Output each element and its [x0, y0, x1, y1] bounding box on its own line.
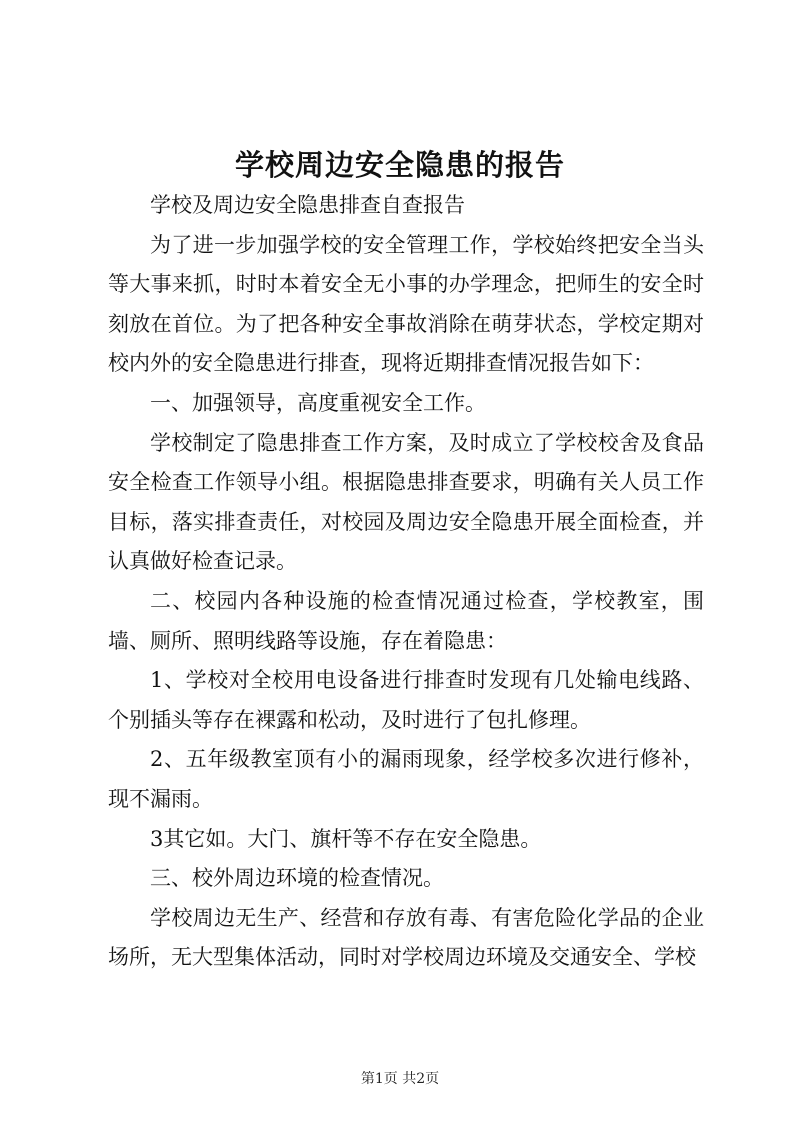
paragraph-intro: 为了进一步加强学校的安全管理工作，学校始终把安全当头等大事来抓，时时本着安全无小事的办学理念，把师生的安全时刻放在首位。为了把各种安全事故消除在萌芽状态，学校定期对校内外的安全隐患进行排查，现将近期排查情况报告如下：: [108, 232, 704, 376]
paragraph-item-1: 1、学校对全校用电设备进行排查时发现有几处输电线路、个别插头等存在裸露和松动，及时进行了包扎修理。: [108, 668, 704, 732]
paragraph-item-2: 2、五年级教室顶有小的漏雨现象，经学校多次进行修补，现不漏雨。: [108, 747, 704, 811]
document-title: 学校周边安全隐患的报告: [234, 148, 565, 182]
paragraph-section-3-body: 学校周边无生产、经营和存放有毒、有害危险化学品的企业场所，无大型集体活动，同时对学校周边环境及交通安全、学校: [108, 905, 704, 970]
page-number-footer: 第1页 共2页: [360, 1071, 440, 1087]
paragraph-section-3-heading: 三、校外周边环境的检查情况。: [150, 866, 444, 891]
paragraph-subtitle: 学校及周边安全隐患排查自查报告: [150, 193, 465, 217]
document-body: [108, 186, 704, 978]
paragraph-section-2-heading: 二、校园内各种设施的检查情况通过检查，学校教室，围墙、厕所、照明线路等设施，存在着隐患：: [108, 588, 704, 653]
paragraph-section-1-body: 学校制定了隐患排查工作方案，及时成立了学校校舍及食品安全检查工作领导小组。根据隐患排查要求，明确有关人员工作目标，落实排查责任，对校园及周边安全隐患开展全面检查，并认真做好检查记录。: [108, 430, 704, 574]
paragraph-item-3: 3其它如。大门、旗杆等不存在安全隐患。: [150, 826, 542, 851]
paragraph-section-1-heading: 一、加强领导，高度重视安全工作。: [150, 390, 486, 415]
